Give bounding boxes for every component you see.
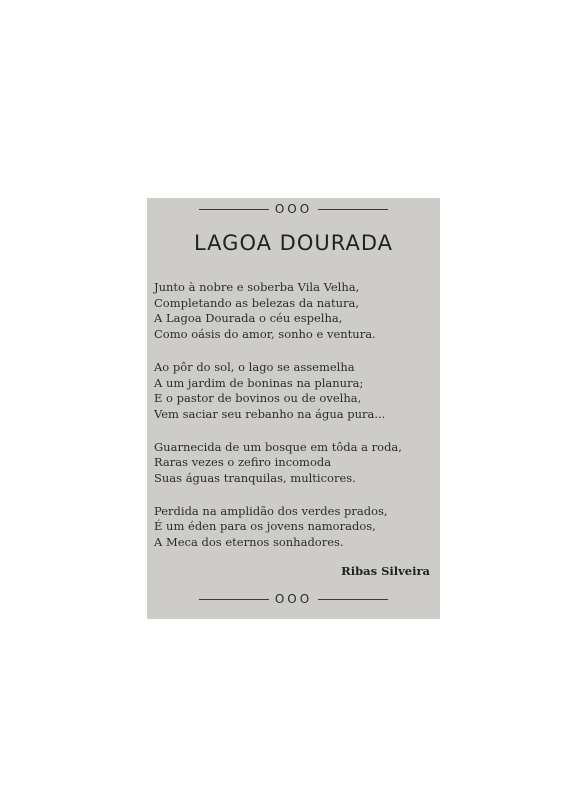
verse-line: Perdida na amplidão dos verdes prados, — [154, 503, 388, 518]
stanza — [154, 440, 436, 487]
stanza — [154, 360, 436, 423]
verse-line: Suas águas tranquilas, multicores. — [154, 471, 356, 486]
ornament-mark: OOO — [274, 202, 313, 216]
stanza — [154, 280, 436, 343]
bottom-ornament — [147, 592, 440, 606]
verse-line: Guarnecida de um bosque em tôda a roda, — [154, 439, 402, 454]
newspaper-clipping — [147, 198, 440, 619]
verse-line: A Lagoa Dourada o céu espelha, — [154, 311, 343, 326]
top-ornament — [147, 202, 440, 216]
divider-line — [318, 209, 388, 210]
poem-body — [154, 280, 436, 568]
verse-line: A Meca dos eternos sonhadores. — [154, 535, 344, 550]
verse-line: A um jardim de boninas na planura; — [154, 375, 364, 390]
verse-line: Junto à nobre e soberba Vila Velha, — [154, 280, 360, 294]
stanza — [154, 504, 436, 551]
verse-line: Como oásis do amor, sonho e ventura. — [154, 327, 376, 342]
divider-line — [318, 599, 388, 600]
verse-line: Vem saciar seu rebanho na água pura... — [154, 406, 386, 421]
poem-title: LAGOA DOURADA — [194, 231, 393, 255]
poem-author: Ribas Silveira — [341, 564, 430, 578]
divider-line — [199, 599, 269, 600]
ornament-mark: OOO — [274, 592, 313, 606]
verse-line: E o pastor de bovinos ou de ovelha, — [154, 391, 362, 406]
verse-line: Ao pôr do sol, o lago se assemelha — [154, 359, 355, 374]
verse-line: É um éden para os jovens namorados, — [154, 519, 376, 534]
verse-line: Raras vezes o zefiro incomoda — [154, 455, 332, 470]
verse-line: Completando as belezas da natura, — [154, 295, 360, 310]
divider-line — [199, 209, 269, 210]
